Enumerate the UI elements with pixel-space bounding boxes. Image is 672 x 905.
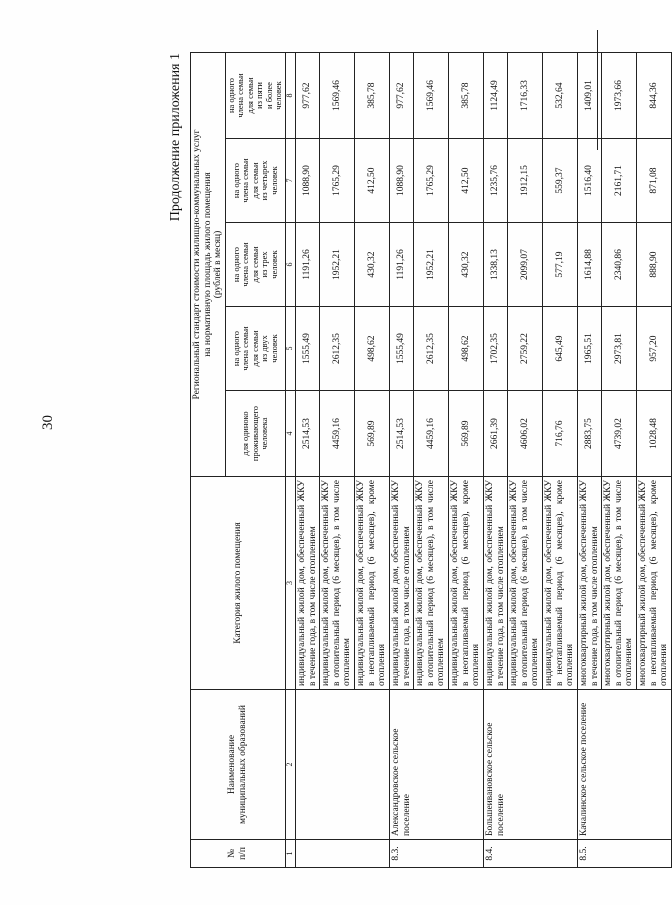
index-cell: 8 [285,52,295,138]
table-row [389,52,413,867]
category-cell: индивидуальный жилой дом, обеспеченный ЖКУ в течение года, в том числе отоплением [483,477,507,690]
value-cell: 577,19 [543,223,578,307]
table-row [483,52,507,867]
value-cell: 1555,49 [295,307,319,391]
category-cell: индивидуальный жилой дом, обеспеченный ЖКУ в неотапливаемый период (6 месяцев), кроме отопления [355,477,390,690]
value-cell: 2973,81 [602,307,637,391]
value-cell: 2161,71 [602,139,637,223]
header-num-text: № п/п [227,847,248,860]
value-cell: 1569,46 [414,52,449,138]
value-cell: 1088,90 [389,139,413,223]
appendix-title: Продолжение приложения 1 [168,53,183,222]
value-cell: 532,64 [543,52,578,138]
value-cell: 4459,16 [320,391,355,477]
tariff-table [190,52,672,868]
value-cell: 4739,02 [602,391,637,477]
value-cell: 1555,49 [389,307,413,391]
page-number: 30 [40,415,56,430]
value-cell: 645,49 [543,307,578,391]
value-cell: 1912,15 [508,139,543,223]
category-cell: многоквартирный жилой дом, обеспеченный ЖКУ в неотапливаемый период (6 месяцев), кроме отопления [637,477,672,690]
header-col-three-text: на одного члена семьи для семьи из трех человек [230,242,279,287]
value-cell: 4606,02 [508,391,543,477]
value-cell: 1952,21 [414,223,449,307]
value-cell: 1191,26 [389,223,413,307]
value-cell: 430,32 [355,223,390,307]
municipality-name: Александровское сельское поселение [389,690,483,840]
value-cell: 2099,07 [508,223,543,307]
index-cell: 6 [285,223,295,307]
value-cell: 2661,39 [483,391,507,477]
municipality-name: Качалинское сельское поселение [577,690,671,840]
header-category-text: Категория жилого помещения [232,522,243,644]
row-number [295,840,389,868]
value-cell: 957,20 [637,307,672,391]
value-cell: 1516,40 [577,139,601,223]
municipality-name [295,690,389,840]
value-cell: 559,37 [543,139,578,223]
category-cell: индивидуальный жилой дом, обеспеченный ЖКУ в неотапливаемый период (6 месяцев), кроме отопления [543,477,578,690]
value-cell: 1338,13 [483,223,507,307]
value-cell: 1965,51 [577,307,601,391]
value-cell: 2759,22 [508,307,543,391]
value-cell: 385,78 [449,52,484,138]
index-cell: 1 [285,840,295,868]
value-cell: 977,62 [295,52,319,138]
value-cell: 498,62 [449,307,484,391]
category-cell: индивидуальный жилой дом, обеспеченный ЖКУ в неотапливаемый период (6 месяцев), кроме отопления [449,477,484,690]
category-cell: многоквартирный жилой дом, обеспеченный ЖКУ в течение года, в том числе отоплением [577,477,601,690]
value-cell: 569,89 [355,391,390,477]
value-cell: 1191,26 [295,223,319,307]
row-number: 8.4. [483,840,577,868]
category-cell: индивидуальный жилой дом, обеспеченный ЖКУ в отопительный период (6 месяцев), в том числе отоплением [508,477,543,690]
category-cell: индивидуальный жилой дом, обеспеченный ЖКУ в течение года, в том числе отоплением [389,477,413,690]
category-cell: индивидуальный жилой дом, обеспеченный ЖКУ в течение года, в том числе отоплением [295,477,319,690]
value-cell: 2883,75 [577,391,601,477]
value-cell: 1765,29 [414,139,449,223]
index-cell: 4 [285,391,295,477]
value-cell: 844,36 [637,52,672,138]
value-cell: 2340,86 [602,223,637,307]
value-cell: 1702,35 [483,307,507,391]
municipality-name: Большеивановское сельское поселение [483,690,577,840]
value-cell: 1973,66 [602,52,637,138]
header-standard-text: Региональный стандарт стоимости жилищно-коммунальных услуг на нормативную площадь жилого помещения (рублей в месяц) [192,129,224,400]
value-cell: 1028,48 [637,391,672,477]
category-cell: индивидуальный жилой дом, обеспеченный ЖКУ в отопительный период (6 месяцев), в том числе отоплением [414,477,449,690]
table-row [295,52,319,867]
header-col-five [225,52,285,138]
category-cell: индивидуальный жилой дом, обеспеченный ЖКУ в отопительный период (6 месяцев), в том числе отоплением [320,477,355,690]
value-cell: 716,76 [543,391,578,477]
header-col-two [225,307,285,391]
value-cell: 569,89 [449,391,484,477]
value-cell: 2612,35 [320,307,355,391]
header-col-single [225,391,285,477]
value-cell: 2612,35 [414,307,449,391]
header-standard [191,52,226,476]
value-cell: 1765,29 [320,139,355,223]
value-cell: 1716,33 [508,52,543,138]
value-cell: 4459,16 [414,391,449,477]
value-cell: 2514,53 [389,391,413,477]
value-cell: 1614,88 [577,223,601,307]
header-col-four-text: на одного члена семьи для семьи из четырех человек [230,158,279,203]
table-row [577,52,601,867]
header-col-two-text: на одного члена семьи для семьи из двух человек [230,326,279,371]
value-cell: 871,08 [637,139,672,223]
header-category [191,477,286,690]
rotated-content [168,53,670,868]
header-col-single-text: для одиноко проживающего человека [240,405,270,462]
index-cell: 5 [285,307,295,391]
value-cell: 430,32 [449,223,484,307]
header-col-four [225,139,285,223]
value-cell: 2514,53 [295,391,319,477]
row-number: 8.3. [389,840,483,868]
value-cell: 1409,01 [577,52,601,138]
index-cell: 7 [285,139,295,223]
header-mun-name-text: Наименование муниципальных образований [227,705,248,824]
value-cell: 1569,46 [320,52,355,138]
value-cell: 412,50 [355,139,390,223]
value-cell: 888,90 [637,223,672,307]
value-cell: 1952,21 [320,223,355,307]
row-number: 8.5. [577,840,671,868]
index-cell: 3 [285,477,295,690]
header-mun-name [191,690,286,840]
header-num [191,840,286,868]
category-cell: многоквартирный жилой дом, обеспеченный ЖКУ в отопительный период (6 месяцев), в том числе отоплением [602,477,637,690]
header-col-five-text: на одного члена семьи для семьи из пяти и более человек [225,73,284,118]
index-cell: 2 [285,690,295,840]
value-cell: 977,62 [389,52,413,138]
value-cell: 1088,90 [295,139,319,223]
value-cell: 385,78 [355,52,390,138]
value-cell: 1124,49 [483,52,507,138]
value-cell: 498,62 [355,307,390,391]
value-cell: 1235,76 [483,139,507,223]
header-col-three [225,223,285,307]
value-cell: 412,50 [449,139,484,223]
